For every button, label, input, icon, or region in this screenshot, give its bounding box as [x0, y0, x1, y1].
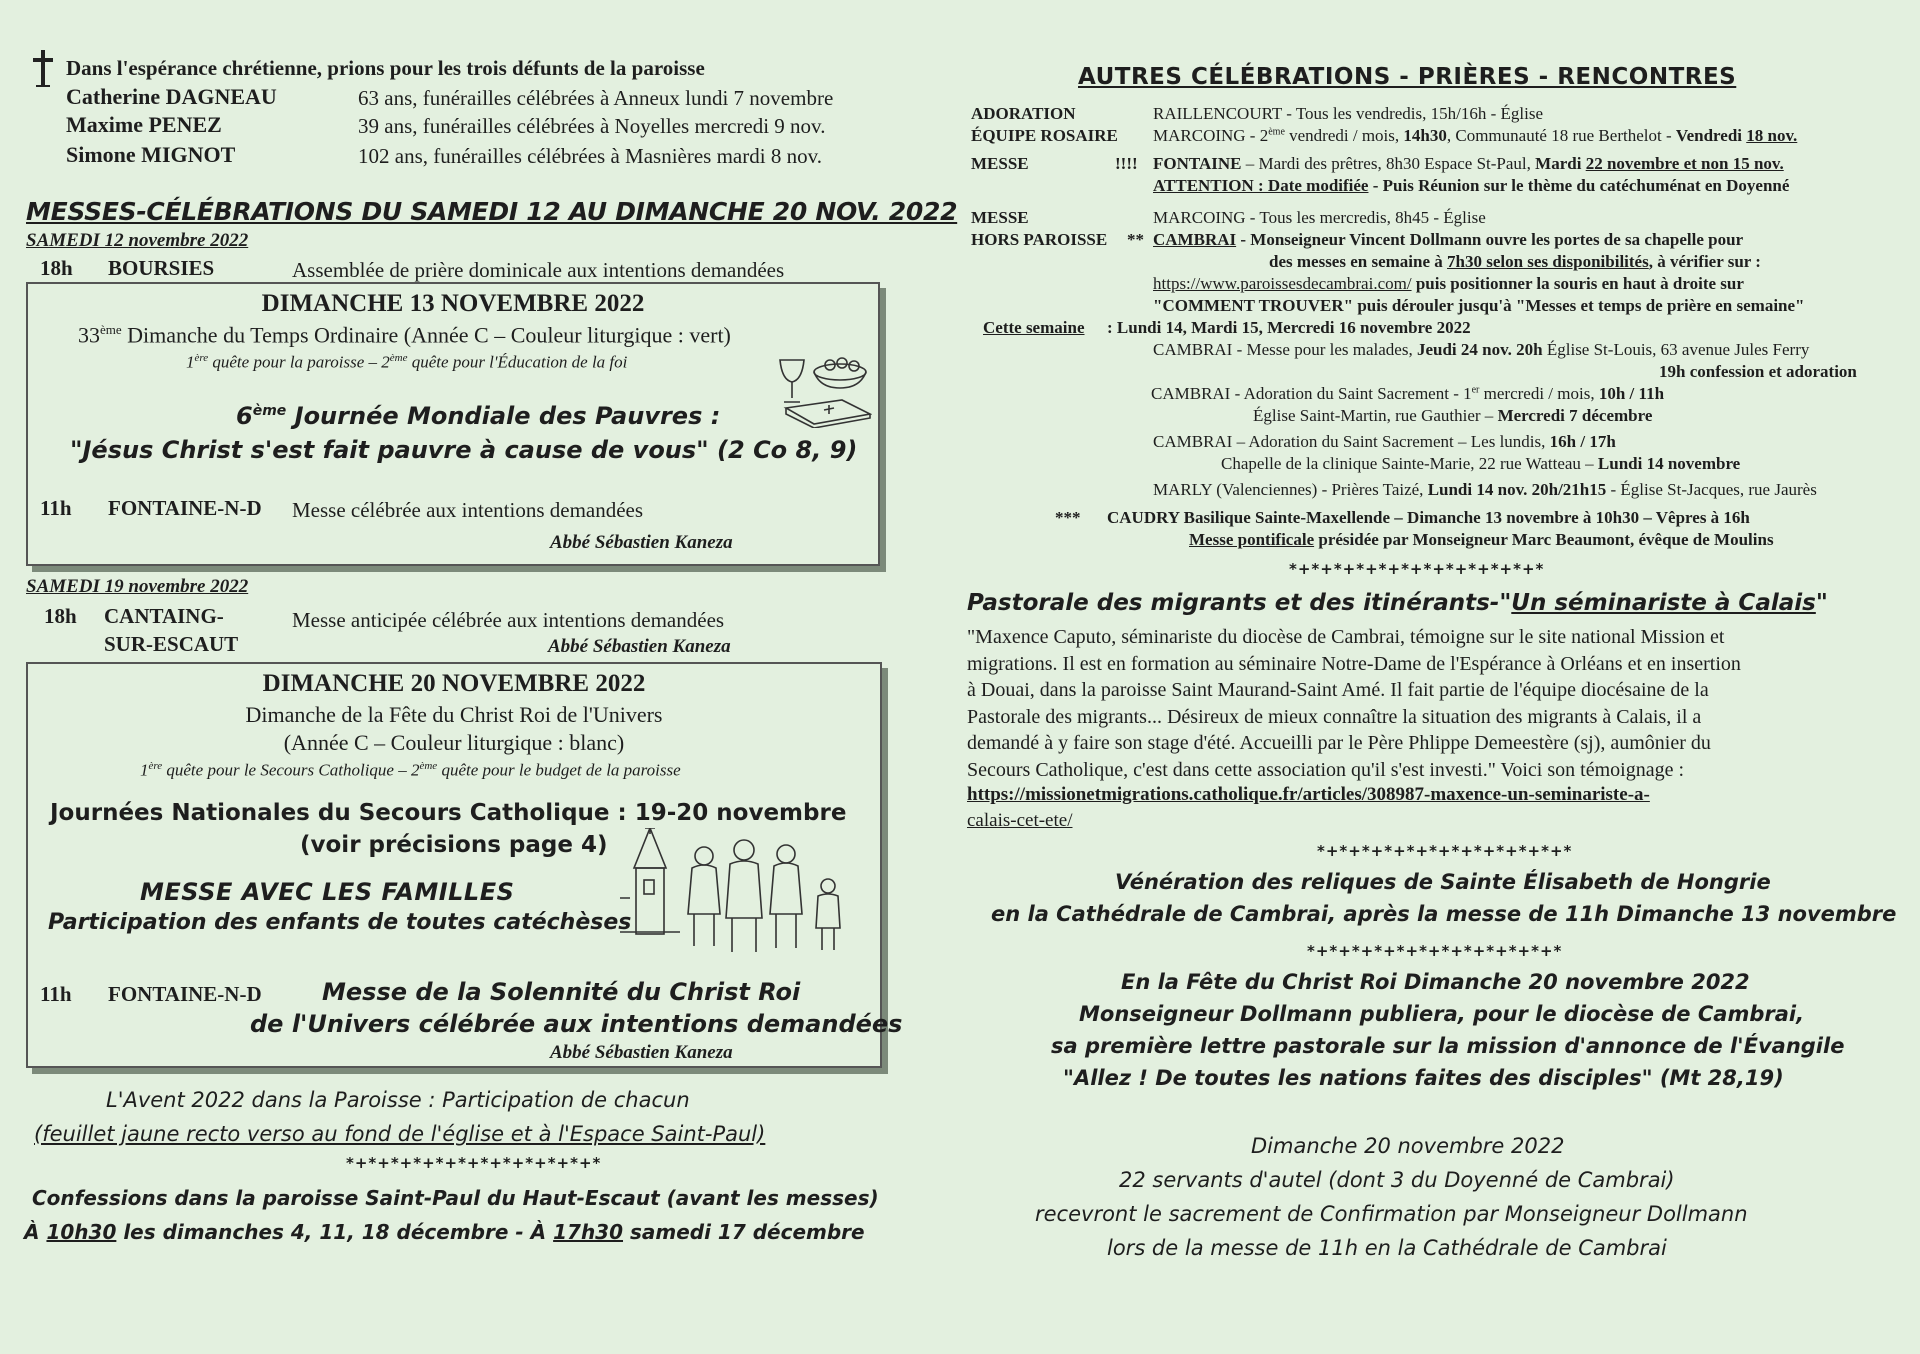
confirmation-line: recevront le sacrement de Confirmation par Monseigneur Dollmann: [1035, 1202, 1748, 1226]
row-text: "COMMENT TROUVER" puis dérouler jusqu'à "Messes et temps de prière en semaine": [1153, 296, 1805, 315]
row-text: CAMBRAI – Adoration du Saint Sacrement – Les lundis, 16h / 17h: [1153, 432, 1616, 451]
description: Messe célébrée aux intentions demandées: [292, 498, 644, 522]
separator-stars: *+*+*+*+*+*+*+*+*+*+*+*: [1289, 560, 1545, 578]
confessions-line: Confessions dans la paroisse Saint-Paul du Haut-Escaut (avant les messes): [32, 1186, 879, 1210]
sunday-20-box: [26, 662, 903, 1068]
journees-subtitle: (voir précisions page 4): [300, 832, 608, 858]
row-text: 19h confession et adoration: [1659, 362, 1857, 381]
place: FONTAINE-N-D: [108, 982, 262, 1006]
row-text: MARCOING - 2ème vendredi / mois, 14h30, Communauté 18 rue Berthelot - Vendredi 18 nov.: [1153, 126, 1798, 145]
deaths-intro: Dans l'espérance chrétienne, prions pour les trois défunts de la paroisse: [66, 56, 705, 80]
semaine-label: Cette semaine: [983, 318, 1085, 337]
paragraph-line: migrations. Il est en formation au séminaire Notre-Dame de l'Espérance à Orléans et en insertion: [967, 652, 1741, 675]
row-label: HORS PAROISSE: [971, 230, 1108, 249]
deceased-name: Simone MIGNOT: [66, 142, 236, 167]
row-text: Messe pontificale présidée par Monseigneur Marc Beaumont, évêque de Moulins: [1189, 530, 1774, 549]
masses-heading: MESSES-CÉLÉBRATIONS DU SAMEDI 12 AU DIMANCHE 20 NOV. 2022: [26, 197, 958, 226]
place: SUR-ESCAUT: [104, 632, 239, 656]
paragraph-line: Secours Catholique, c'est dans cette association qu'il s'est investi." Voici son témoignage :: [967, 758, 1685, 781]
time: 18h: [40, 256, 73, 280]
paragraph-line: "Maxence Caputo, séminariste du diocèse de Cambrai, témoigne sur le site national Mission et: [967, 626, 1725, 648]
row-marks: !!!!: [1115, 154, 1138, 173]
row-text: CAUDRY Basilique Sainte-Maxellende – Dimanche 13 novembre à 10h30 – Vêpres à 16h: [1107, 508, 1750, 527]
christroi-line: Monseigneur Dollmann publiera, pour le diocèse de Cambrai,: [1079, 1002, 1805, 1026]
row-text: https://www.paroissesdecambrai.com/ puis positionner la souris en haut à droite sur: [1153, 274, 1744, 293]
box-subtitle: 33ème Dimanche du Temps Ordinaire (Année C – Couleur liturgique : vert): [78, 322, 731, 348]
christroi-line: sa première lettre pastorale sur la mission d'annonce de l'Évangile: [1051, 1034, 1845, 1058]
box-subtitle: Dimanche de la Fête du Christ Roi de l'Univers: [245, 702, 663, 727]
row-marks: **: [1127, 230, 1144, 249]
mass-description: de l'Univers célébrée aux intentions demandées: [250, 1010, 903, 1038]
autres-heading: AUTRES CÉLÉBRATIONS - PRIÈRES - RENCONTRES: [1078, 64, 1737, 90]
reliques-line: en la Cathédrale de Cambrai, après la messe de 11h Dimanche 13 novembre: [991, 902, 1897, 926]
migrants-title: Pastorale des migrants et des itinérants-"Un séminariste à Calais": [967, 590, 1828, 616]
row-marks: ***: [1055, 508, 1081, 527]
time: 11h: [40, 982, 72, 1006]
row-text: des messes en semaine à 7h30 selon ses disponibilités, à vérifier sur :: [1269, 252, 1761, 271]
paragraph-line: Pastorale des migrants... Désireux de mieux connaître la situation des migrants à Calais, il a: [967, 705, 1702, 728]
mass-description: Messe de la Solennité du Christ Roi: [322, 978, 801, 1006]
migrants-paragraph: [967, 624, 1741, 783]
row-text: CAMBRAI - Messe pour les malades, Jeudi 24 nov. 20h Église St-Louis, 63 avenue Jules Ferry: [1153, 340, 1810, 359]
row-text: CAMBRAI - Monseigneur Vincent Dollmann ouvre les portes de sa chapelle pour: [1153, 230, 1744, 249]
journees-title: Journées Nationales du Secours Catholique : 19-20 novembre: [50, 800, 847, 826]
journee-quote: "Jésus Christ s'est fait pauvre à cause de vous" (2 Co 8, 9): [70, 436, 858, 464]
row-text: FONTAINE – Mardi des prêtres, 8h30 Espace St-Paul, Mardi 22 novembre et non 15 nov.: [1153, 154, 1784, 173]
separator-stars: *+*+*+*+*+*+*+*+*+*+*+*: [346, 1154, 602, 1172]
place: FONTAINE-N-D: [108, 496, 262, 520]
row-label: MESSE: [971, 154, 1029, 173]
date-sat-12: SAMEDI 12 novembre 2022: [26, 230, 249, 251]
deceased-name: Maxime PENEZ: [66, 112, 222, 137]
church-family-illustration: [620, 828, 856, 960]
reliques-line: Vénération des reliques de Sainte Élisabeth de Hongrie: [1115, 870, 1771, 894]
row-label: MESSE: [971, 208, 1029, 227]
confirmation-line: Dimanche 20 novembre 2022: [1251, 1134, 1565, 1158]
row-label: ÉQUIPE ROSAIRE: [971, 126, 1118, 145]
familles-subtitle: Participation des enfants de toutes catéchèses: [48, 910, 632, 935]
separator-stars: *+*+*+*+*+*+*+*+*+*+*+*: [1317, 842, 1573, 860]
time: 11h: [40, 496, 72, 520]
row-text: ATTENTION : Date modifiée - Puis Réunion sur le thème du catéchuménat en Doyenné: [1153, 176, 1790, 195]
row-text: CAMBRAI - Adoration du Saint Sacrement - 1er mercredi / mois, 10h / 11h: [1151, 384, 1665, 403]
confirmation-line: 22 servants d'autel (dont 3 du Doyenné de Cambrai): [1119, 1168, 1675, 1192]
chalice-bread-icon: [772, 348, 872, 428]
paragraph-line: demandé à y faire son stage d'été. Accueilli par le Père Phlippe Demeestère (sj), aumônier du: [967, 732, 1711, 754]
separator-stars: *+*+*+*+*+*+*+*+*+*+*+*: [1307, 942, 1563, 960]
row-text: : Lundi 14, Mardi 15, Mercredi 16 novembre 2022: [1107, 318, 1471, 337]
description: Messe anticipée célébrée aux intentions demandées: [292, 608, 725, 632]
box-title: DIMANCHE 20 NOVEMBRE 2022: [262, 670, 646, 697]
row-text: RAILLENCOURT - Tous les vendredis, 15h/16h - Église: [1153, 104, 1544, 123]
row-text: Église Saint-Martin, rue Gauthier – Mercredi 7 décembre: [1253, 406, 1653, 425]
migrants-link[interactable]: calais-cet-ete/: [967, 810, 1073, 831]
deceased-detail: 63 ans, funérailles célébrées à Anneux lundi 7 novembre: [358, 86, 834, 110]
date-sat-19: SAMEDI 19 novembre 2022: [26, 576, 249, 597]
time: 18h: [44, 604, 77, 628]
deceased-name: Catherine DAGNEAU: [66, 84, 277, 109]
priest-name: Abbé Sébastien Kaneza: [550, 532, 733, 553]
row-text: Chapelle de la clinique Sainte-Marie, 22 rue Watteau – Lundi 14 novembre: [1221, 454, 1741, 473]
deceased-detail: 39 ans, funérailles célébrées à Noyelles mercredi 9 nov.: [358, 114, 826, 138]
box-subtitle: (Année C – Couleur liturgique : blanc): [283, 730, 625, 755]
deceased-detail: 102 ans, funérailles célébrées à Masnières mardi 8 nov.: [358, 144, 822, 168]
place: BOURSIES: [108, 256, 215, 280]
quete-line: 1ère quête pour le Secours Catholique – 2ème quête pour le budget de la paroisse: [140, 760, 681, 780]
priest-name: Abbé Sébastien Kaneza: [550, 1042, 733, 1063]
sunday-13-box: [26, 282, 880, 566]
place: CANTAING-: [104, 604, 224, 628]
confirmation-line: lors de la messe de 11h en la Cathédrale de Cambrai: [1107, 1236, 1667, 1260]
quete-line: 1ère quête pour la paroisse – 2ème quête pour l'Éducation de la foi: [186, 352, 628, 372]
priest-name: Abbé Sébastien Kaneza: [548, 636, 731, 657]
description: Assemblée de prière dominicale aux intentions demandées: [292, 258, 785, 282]
cross-icon: [30, 48, 56, 88]
row-text: MARCOING - Tous les mercredis, 8h45 - Église: [1153, 208, 1486, 227]
migrants-link[interactable]: https://missionetmigrations.catholique.fr/articles/308987-maxence-un-seminariste-a-: [967, 784, 1650, 805]
row-label: ADORATION: [971, 104, 1076, 123]
box-title: DIMANCHE 13 NOVEMBRE 2022: [261, 290, 645, 317]
confessions-dates: À 10h30 les dimanches 4, 11, 18 décembre - À 17h30 samedi 17 décembre: [24, 1220, 865, 1244]
avent-subtitle: (feuillet jaune recto verso au fond de l'église et à l'Espace Saint-Paul): [34, 1122, 766, 1146]
row-text: MARLY (Valenciennes) - Prières Taizé, Lundi 14 nov. 20h/21h15 - Église St-Jacques, rue Jaurès: [1153, 480, 1817, 499]
familles-title: MESSE AVEC LES FAMILLES: [140, 878, 515, 906]
christroi-line: En la Fête du Christ Roi Dimanche 20 novembre 2022: [1121, 970, 1750, 994]
paragraph-line: à Douai, dans la paroisse Saint Maurand-Saint Amé. Il fait partie de l'équipe diocésaine de la: [967, 679, 1709, 701]
journee-title: 6ème Journée Mondiale des Pauvres :: [236, 402, 721, 430]
avent-title: L'Avent 2022 dans la Paroisse : Participation de chacun: [106, 1088, 690, 1112]
christroi-line: "Allez ! De toutes les nations faites des disciples" (Mt 28,19): [1063, 1066, 1784, 1090]
paroisses-link[interactable]: https://www.paroissesdecambrai.com/: [1153, 274, 1412, 293]
